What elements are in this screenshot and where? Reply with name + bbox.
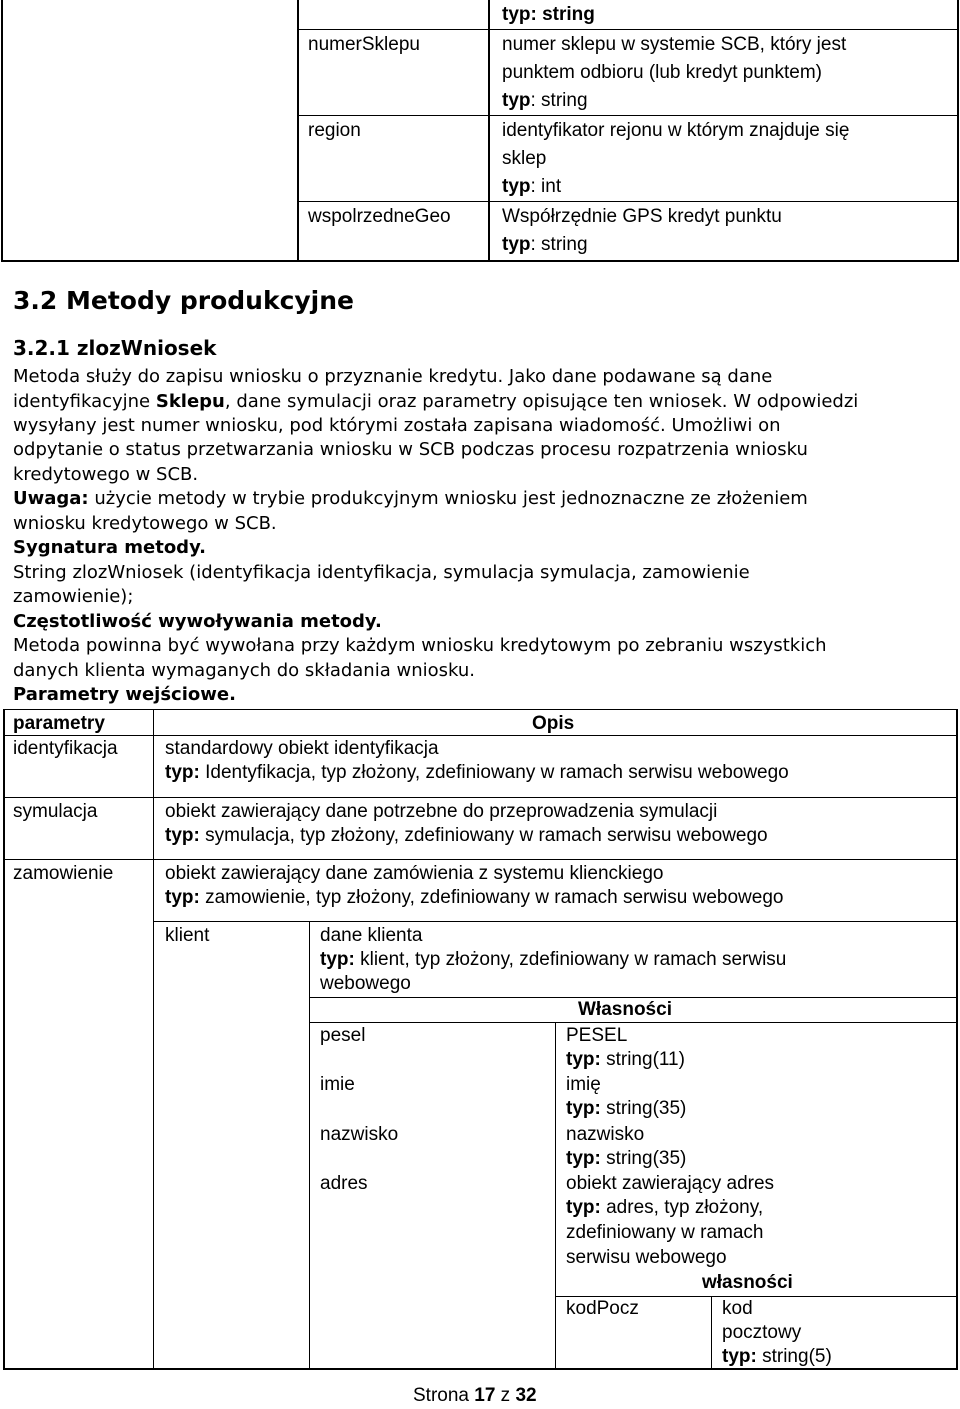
params-label: Parametry wejściowe. [13,684,236,705]
type-value: adres, typ złożony, [600,1197,764,1218]
param-name-zamowienie: zamowienie [13,863,114,884]
field-desc: Współrzędnie GPS kredyt punktu [502,206,782,227]
prop-type [722,1345,832,1370]
props-header: własności [702,1272,793,1293]
param-desc: obiekt zawierający dane zamówienia z systemu klienckiego [165,863,664,884]
param-type [165,761,789,786]
type-label: typ: [722,1346,757,1367]
czestotliwosc-label: Częstotliwość wywoływania metody. [13,611,382,632]
header-parametry: parametry [13,713,105,734]
czestotliwosc-line: Metoda powinna być wywołana przy każdym wniosku kredytowym po zebraniu wszystkich [13,635,827,656]
subsection-heading: 3.2.1 zlozWniosek [13,336,217,360]
prop-desc: kod [722,1298,753,1319]
type-value: : int [530,176,562,197]
params-table-border [3,709,958,710]
bold-text: Sklepu [155,391,225,412]
type-value: string(5) [756,1346,832,1367]
type-value: klient, typ złożony, zdefiniowany w ramach serwisu [354,949,787,970]
prop-name-imie: imie [320,1074,355,1095]
type-value: zamowienie, typ złożony, zdefiniowany w ramach serwisu webowego [199,887,784,908]
sygnatura-line: String zlozWniosek (identyfikacja identyfikacja, symulacja symulacja, zamowienie [13,562,750,583]
text: identyfikacyjne [13,391,156,412]
prop-name-adres: adres [320,1173,368,1194]
field-desc: identyfikator rejonu w którym znajduje się [502,120,850,141]
props-header: Własności [578,999,672,1020]
field-name-region: region [308,120,361,141]
params-table-divider [3,859,958,860]
type-value: Identyfikacja, typ złożony, zdefiniowany w ramach serwisu webowego [199,762,789,783]
top-table-border [488,0,490,262]
prop-name-kodpocz: kodPocz [566,1298,639,1319]
type-label: typ [502,176,531,197]
czestotliwosc-line: danych klienta wymaganych do składania wniosku. [13,660,475,681]
uwaga-label: Uwaga: [13,488,89,509]
field-name-wspolrzednegeo: wspolrzedneGeo [308,206,451,227]
param-type [165,824,768,849]
prop-desc: pocztowy [722,1322,802,1343]
type-label: typ: [165,762,200,783]
page-number: 17 [474,1385,496,1406]
field-desc: numer sklepu w systemie SCB, który jest [502,34,847,55]
sygnatura-line: zamowienie); [13,586,134,607]
prop-type [566,1147,686,1172]
param-type [320,948,786,973]
prop-desc: PESEL [566,1025,628,1046]
top-table-divider [299,29,959,30]
field-type [502,175,561,200]
prop-desc: obiekt zawierający adres [566,1173,775,1194]
field-type [502,233,588,258]
type-label: typ: string [502,4,595,25]
param-desc: dane klienta [320,925,423,946]
top-table-divider [299,115,959,116]
prop-desc: imię [566,1074,601,1095]
params-table-divider [153,921,958,922]
params-table-divider [3,797,958,798]
type-label: typ: [566,1197,601,1218]
paragraph-line: wysyłany jest numer wniosku, pod którymi została zapisana wiadomość. Umożliwi on [13,415,781,436]
param-name-identyfikacja: identyfikacja [13,738,118,759]
field-desc: punktem odbioru (lub kredyt punktem) [502,62,822,83]
type-label: typ: [320,949,355,970]
type-value: string(35) [600,1098,687,1119]
type-label: typ: [566,1049,601,1070]
top-table-border [297,0,299,262]
type-value: string(11) [600,1049,685,1070]
prop-name-pesel: pesel [320,1025,366,1046]
params-table-divider [711,1296,712,1370]
param-name-symulacja: symulacja [13,801,98,822]
type-label: typ [502,234,531,255]
section-heading: 3.2 Metody produkcyjne [13,286,355,315]
params-table-divider [555,1022,556,1370]
top-table-border [1,260,959,262]
params-table-divider [309,921,310,1370]
paragraph-line: kredytowego w SCB. [13,464,199,485]
param-desc: standardowy obiekt identyfikacja [165,738,439,759]
text: z [495,1385,516,1406]
top-row0-type [502,3,595,28]
param-desc: obiekt zawierający dane potrzebne do przeprowadzenia symulacji [165,801,718,822]
prop-type-cont: serwisu webowego [566,1247,727,1268]
type-label: typ: [566,1148,601,1169]
field-type [502,89,588,114]
paragraph-line [13,390,858,414]
prop-type [566,1048,685,1073]
paragraph-line: odpytanie o status przetwarzania wniosku w SCB podczas procesu rozpatrzenia wniosku [13,439,808,460]
type-value: : string [530,90,588,111]
prop-type-cont: zdefiniowany w ramach [566,1222,764,1243]
params-table-border [3,709,5,1370]
header-opis: Opis [532,713,575,734]
type-label: typ: [566,1098,601,1119]
uwaga-line [13,487,808,511]
top-table-border [1,0,3,262]
params-table-border [956,709,958,1370]
prop-type [566,1196,763,1221]
page-total: 32 [515,1385,537,1406]
params-table-divider [153,709,154,1370]
type-label: typ [502,90,531,111]
field-name-numersklepu: numerSklepu [308,34,420,55]
type-label: typ: [165,887,200,908]
param-type [165,886,783,911]
text: Strona [413,1385,475,1406]
type-value: symulacja, typ złożony, zdefiniowany w ramach serwisu webowego [199,825,768,846]
field-desc: sklep [502,148,547,169]
text: użycie metody w trybie produkcyjnym wniosku jest jednoznaczne ze złożeniem [88,488,808,509]
params-table-divider [3,735,958,736]
prop-name-nazwisko: nazwisko [320,1124,399,1145]
prop-desc: nazwisko [566,1124,645,1145]
paragraph-line: Metoda służy do zapisu wniosku o przyznanie kredytu. Jako dane podawane są dane [13,366,773,387]
top-table-border [957,0,959,262]
param-name-klient: klient [165,925,210,946]
uwaga-line: wniosku kredytowego w SCB. [13,513,277,534]
param-type-cont: webowego [320,973,411,994]
prop-type [566,1097,686,1122]
top-table-divider [299,201,959,202]
type-label: typ: [165,825,200,846]
type-value: : string [530,234,588,255]
type-value: string(35) [600,1148,687,1169]
sygnatura-label: Sygnatura metody. [13,537,206,558]
text: , dane symulacji oraz parametry opisujące ten wniosek. W odpowiedzi [224,391,859,412]
